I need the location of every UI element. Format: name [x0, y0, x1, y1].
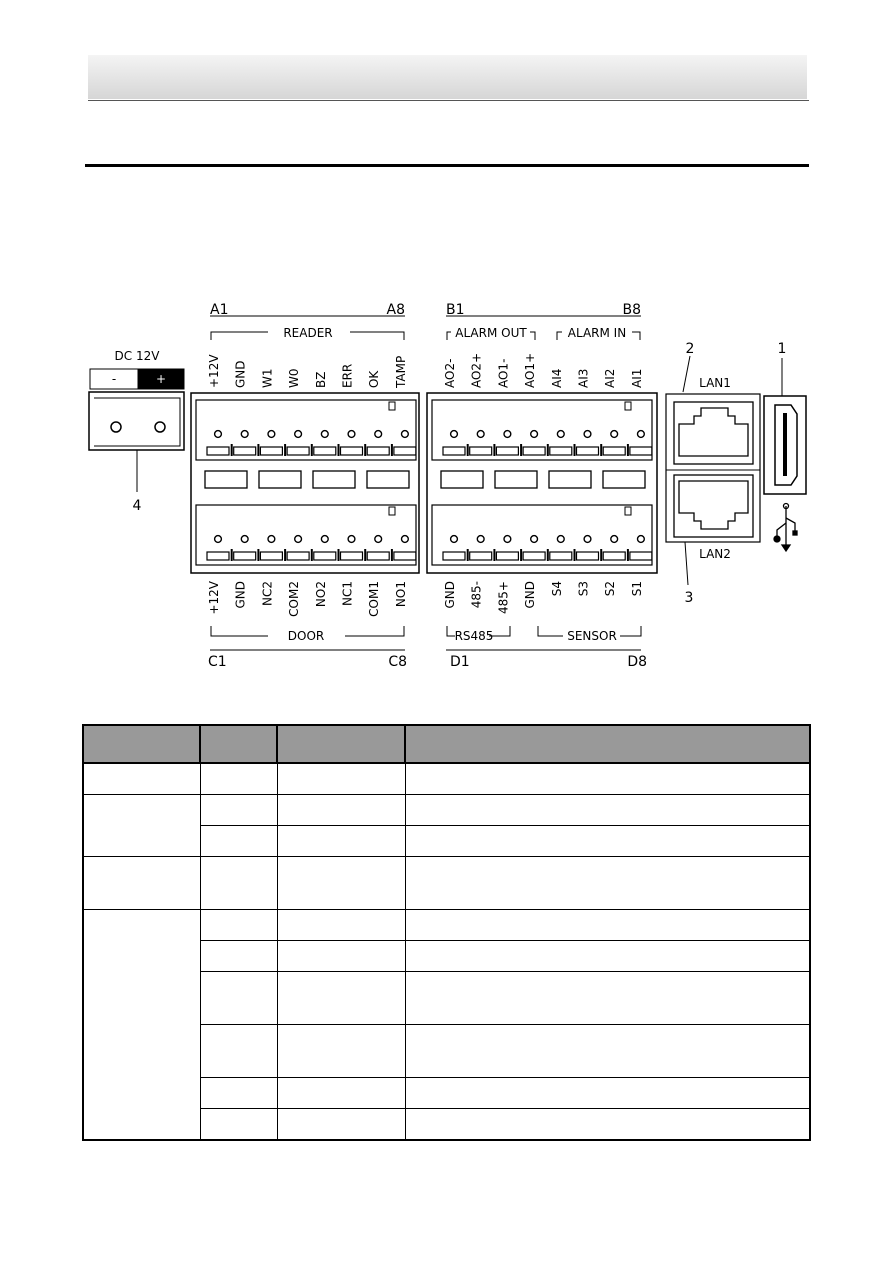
alarm-pin-label: AI3: [576, 368, 591, 388]
table-row: [83, 763, 810, 795]
sensor-start-label: D1: [450, 654, 470, 670]
lan-housing: [666, 394, 760, 542]
alarm-pin-label: AI2: [603, 368, 618, 388]
spec-table: [82, 724, 811, 1141]
sensor-pin-label: GND: [523, 581, 538, 609]
door-end-label: C8: [388, 654, 407, 670]
table-header-row: [83, 725, 810, 763]
table-header-cell: [200, 725, 277, 763]
callout-2: 2: [685, 341, 695, 357]
dc-label: DC 12V: [114, 349, 160, 363]
door-start-label: C1: [208, 654, 227, 670]
alarm-pin-label: AI4: [549, 368, 564, 388]
door-pin-label: GND: [233, 581, 248, 609]
reader-pin-label: +12V: [207, 354, 221, 388]
alarm-start-label: B1: [446, 302, 465, 318]
right-terminal-housing: [427, 393, 657, 573]
alarm-pin-label: AO2+: [469, 352, 484, 388]
rs485-group-label: RS485: [454, 629, 494, 643]
door-pin-label: NO2: [313, 581, 328, 608]
reader-pin-label: OK: [367, 370, 382, 388]
alarm-in-label: ALARM IN: [567, 326, 627, 340]
sensor-group-label: SENSOR: [567, 629, 617, 643]
table-header-cell: [83, 725, 200, 763]
door-pin-label: COM2: [287, 581, 302, 617]
sensor-end-label: D8: [627, 654, 647, 670]
dc-minus-label: -: [111, 372, 117, 386]
callout-line-2: [683, 356, 690, 392]
dc-terminal-body: [89, 392, 184, 450]
alarm-pin-label: AO2-: [443, 358, 457, 388]
lan2-label: LAN2: [699, 547, 731, 561]
lan1-label: LAN1: [699, 376, 731, 390]
alarm-pin-label: AO1-: [496, 358, 511, 388]
table-row: [83, 910, 810, 941]
door-pin-label: +12V: [207, 581, 221, 615]
sensor-pin-label: S3: [576, 581, 591, 597]
door-group-label: DOOR: [287, 629, 325, 643]
sensor-pin-label: 485-: [469, 581, 484, 609]
reader-pin-label: TAMP: [393, 355, 408, 388]
door-pin-label: COM1: [367, 581, 382, 617]
reader-start-label: A1: [210, 302, 229, 318]
sensor-pin-label: S2: [603, 581, 618, 597]
reader-pin-label: W1: [260, 368, 275, 388]
reader-pin-label: GND: [233, 360, 248, 388]
sensor-pin-label: S4: [549, 581, 564, 597]
table-row: [83, 795, 810, 826]
table-header-cell: [405, 725, 810, 763]
dc-plus-label: +: [155, 372, 167, 386]
reader-pin-label: ERR: [340, 363, 355, 388]
sensor-pin-label: GND: [443, 581, 457, 609]
callout-4: 4: [132, 498, 142, 514]
reader-pin-label: BZ: [313, 371, 328, 388]
door-pin-label: NO1: [393, 581, 408, 608]
sensor-pin-label: 485+: [496, 581, 511, 614]
sensor-pin-label: S1: [629, 581, 644, 597]
callout-line-3: [685, 542, 688, 585]
table-header-cell: [277, 725, 405, 763]
door-pin-label: NC2: [260, 581, 275, 606]
door-pin-label: NC1: [340, 581, 355, 606]
reader-end-label: A8: [386, 302, 405, 318]
left-terminal-housing: [191, 393, 419, 573]
callout-1: 1: [777, 341, 787, 357]
usb-icon: [774, 504, 797, 552]
reader-group-label: READER: [283, 326, 333, 340]
alarm-end-label: B8: [622, 302, 641, 318]
alarm-pin-label: AI1: [629, 368, 644, 388]
alarm-out-label: ALARM OUT: [455, 326, 527, 340]
alarm-pin-label: AO1+: [523, 352, 538, 388]
reader-pin-label: W0: [287, 368, 302, 388]
table-row: [83, 857, 810, 910]
callout-3: 3: [684, 590, 694, 606]
